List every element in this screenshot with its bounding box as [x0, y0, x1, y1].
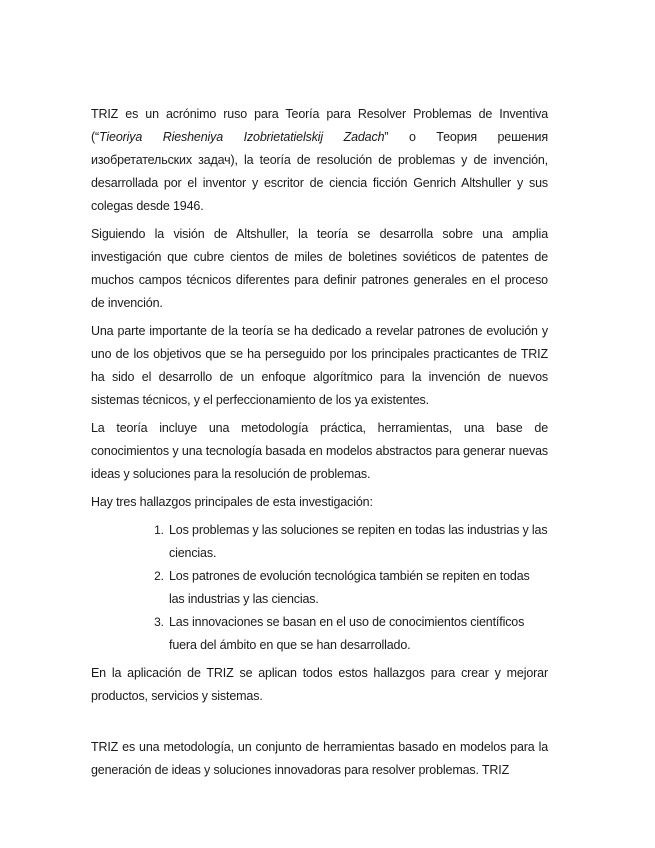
paragraph-altshuller-vision: Siguiendo la visión de Altshuller, la teoría se desarrolla sobre una amplia investigación que cubre cientos de miles de boletines soviéticos de patentes de muchos campos técnicos diferentes para definir patrones generales en el proceso de invención. [91, 227, 548, 310]
list-item: 2. Los patrones de evolución tecnológica también se repiten en todas las industrias y las ciencias. [167, 565, 548, 611]
paragraph-text: TRIZ es un acrónimo ruso para Teoría para Resolver Problemas de Inventiva (“ [91, 107, 548, 144]
list-item: 3. Las innovaciones se basan en el uso de conocimientos científicos fuera del ámbito en que se han desarrollado. [167, 611, 548, 657]
paragraph-triz-methodology: TRIZ es una metodología, un conjunto de herramientas basado en modelos para la generación de ideas y soluciones innovadoras para resolver problemas. TRIZ [91, 740, 548, 777]
findings-list [91, 519, 548, 657]
paragraph-evolution-patterns: Una parte importante de la teoría se ha dedicado a revelar patrones de evolución y uno de los objetivos que se ha perseguido por los principales practicantes de TRIZ ha sido el desarrollo de un enfoque algorítmico para la invención de nuevos sistemas técnicos, y el perfeccionamiento de los ya existentes. [91, 324, 548, 407]
paragraph-findings-intro: Hay tres hallazgos principales de esta investigación: [91, 495, 373, 509]
blank-line [91, 713, 548, 736]
russian-transliteration: Tieoriya Riesheniya Izobrietatielskij Zadach [99, 130, 385, 144]
list-item: 1. Los problemas y las soluciones se repiten en todas las industrias y las ciencias. [167, 519, 548, 565]
document-body [91, 103, 548, 787]
paragraph-application: En la aplicación de TRIZ se aplican todos estos hallazgos para crear y mejorar productos, servicios y sistemas. [91, 666, 548, 703]
paragraph-text: ” o Теория решения изобретательских задач), la teoría de resolución de problemas y de invención, desarrollada por el inventor y escritor de ciencia ficción Genrich Altshuller y sus colegas desde 1946. [91, 130, 548, 213]
paragraph-triz-definition [91, 103, 548, 218]
paragraph-methodology: La teoría incluye una metodología práctica, herramientas, una base de conocimientos y una tecnología basada en modelos abstractos para generar nuevas ideas y soluciones para la resolución de problemas. [91, 421, 548, 481]
